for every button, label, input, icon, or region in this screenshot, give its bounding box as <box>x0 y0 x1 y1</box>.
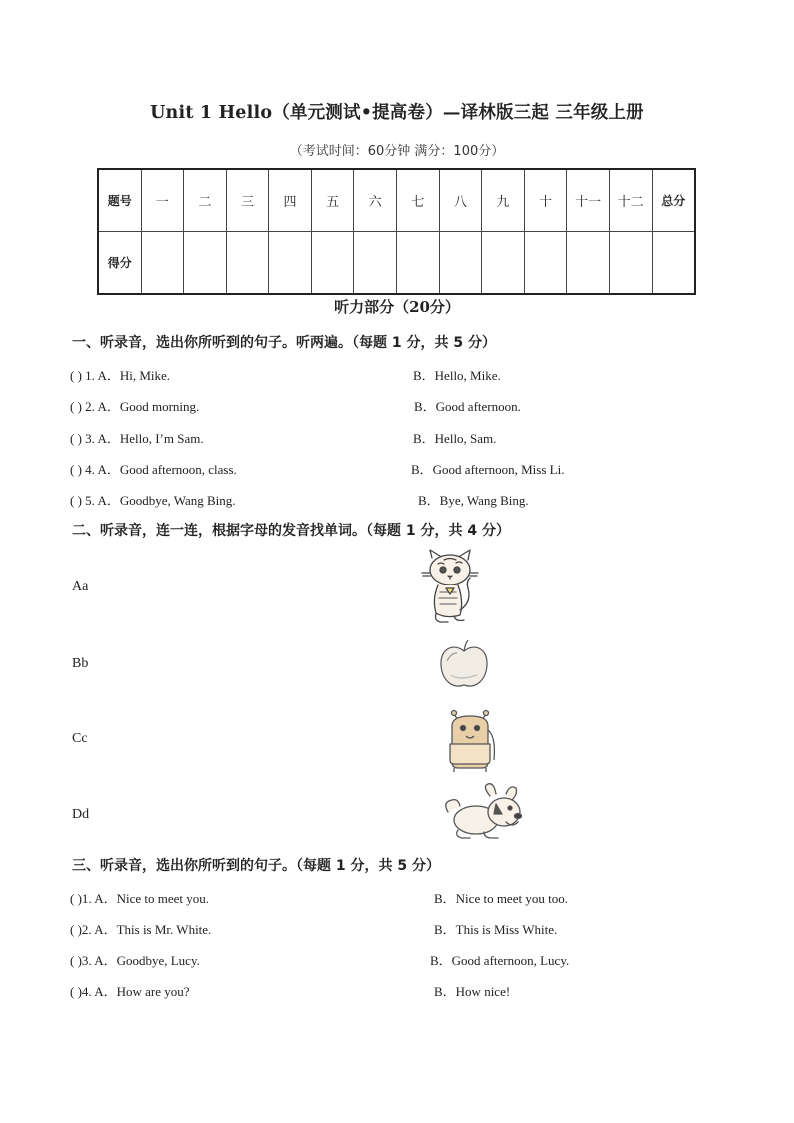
score-row-label: 得分 <box>98 231 141 294</box>
part3-q1-a: ( )1. A．Nice to meet you. <box>70 891 209 906</box>
part3-q3-b: B．Good afternoon, Lucy. <box>430 953 570 968</box>
score-table-header-row <box>98 169 695 231</box>
part1-q2-a: ( ) 2. A．Good morning. <box>70 399 200 414</box>
part3-q1-b: B．Nice to meet you too. <box>434 891 568 906</box>
part3-q4-a: ( )4. A．How are you? <box>70 984 190 999</box>
letter-cc: Cc <box>72 731 88 746</box>
listening-section-title: 听力部分（20分） <box>334 298 460 316</box>
score-cell[interactable] <box>141 231 184 294</box>
dog-picture <box>440 782 528 842</box>
score-cell[interactable] <box>652 231 695 294</box>
header-cell: 四 <box>269 169 312 231</box>
score-cell[interactable] <box>482 231 525 294</box>
header-cell: 题号 <box>98 169 141 231</box>
score-table-score-row <box>98 231 695 294</box>
header-cell: 十二 <box>609 169 652 231</box>
header-cell: 八 <box>439 169 482 231</box>
score-cell[interactable] <box>439 231 482 294</box>
part3-heading: 三、听录音，选出你所听到的句子。（每题 1 分，共 5 分） <box>72 858 440 874</box>
page-title: Unit 1 Hello（单元测试•提高卷）—译林版三起 三年级上册 <box>150 103 644 123</box>
part1-q4-b: B．Good afternoon, Miss Li. <box>411 462 565 477</box>
score-cell[interactable] <box>311 231 354 294</box>
part1-heading: 一、听录音，选出你所听到的句子。听两遍。（每题 1 分，共 5 分） <box>72 335 496 351</box>
part3-q2-b: B．This is Miss White. <box>434 922 558 937</box>
score-cell[interactable] <box>269 231 312 294</box>
cat-picture <box>418 548 482 626</box>
header-cell: 六 <box>354 169 397 231</box>
part3-q3-a: ( )3. A．Goodbye, Lucy. <box>70 953 200 968</box>
header-cell: 七 <box>396 169 439 231</box>
header-cell: 十 <box>524 169 567 231</box>
part2-heading: 二、听录音，连一连，根据字母的发音找单词。（每题 1 分，共 4 分） <box>72 523 510 539</box>
header-cell: 一 <box>141 169 184 231</box>
score-cell[interactable] <box>226 231 269 294</box>
score-cell[interactable] <box>567 231 610 294</box>
part1-q3-b: B．Hello, Sam. <box>413 431 497 446</box>
part1-q2-b: B．Good afternoon. <box>414 399 521 414</box>
part1-q5-a: ( ) 5. A．Goodbye, Wang Bing. <box>70 493 236 508</box>
bag-picture <box>442 706 498 774</box>
part3-q4-b: B．How nice! <box>434 984 511 999</box>
header-cell: 二 <box>184 169 227 231</box>
part1-q3-a: ( ) 3. A．Hello, I’m Sam. <box>70 431 204 446</box>
letter-aa: Aa <box>72 579 89 594</box>
exam-info: （考试时间：60分钟 满分：100分） <box>289 144 505 159</box>
header-cell: 九 <box>482 169 525 231</box>
score-cell[interactable] <box>184 231 227 294</box>
part1-q1-b: B．Hello, Mike. <box>413 368 501 383</box>
letter-dd: Dd <box>72 807 90 822</box>
score-cell[interactable] <box>524 231 567 294</box>
letter-bb: Bb <box>72 656 89 671</box>
score-table <box>97 168 696 295</box>
score-cell[interactable] <box>354 231 397 294</box>
score-cell[interactable] <box>609 231 652 294</box>
apple-picture <box>437 639 491 691</box>
part1-q4-a: ( ) 4. A．Good afternoon, class. <box>70 462 237 477</box>
header-cell: 总分 <box>652 169 695 231</box>
header-cell: 十一 <box>567 169 610 231</box>
score-cell[interactable] <box>396 231 439 294</box>
header-cell: 三 <box>226 169 269 231</box>
part3-q2-a: ( )2. A．This is Mr. White. <box>70 922 212 937</box>
header-cell: 五 <box>311 169 354 231</box>
part1-q5-b: B．Bye, Wang Bing. <box>418 493 529 508</box>
part1-q1-a: ( ) 1. A．Hi, Mike. <box>70 368 171 383</box>
